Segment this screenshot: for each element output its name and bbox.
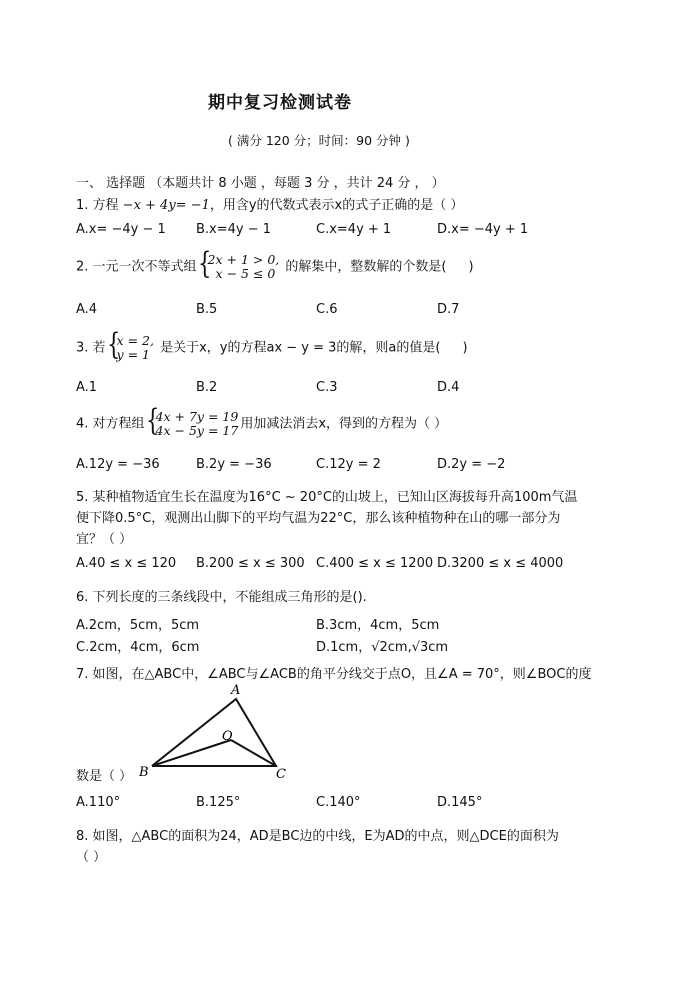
q4-option-c[interactable]: C.12y = 2 — [316, 457, 381, 472]
q3-system-row-1: { x = 2, — [116, 333, 154, 348]
vertex-label-c: C — [276, 767, 286, 782]
page-subtitle: ( 满分 120 分；时间：90 分钟 ) — [228, 133, 410, 148]
q2-option-d[interactable]: D.7 — [437, 302, 460, 317]
question-6-stem: 6. 下列长度的三条线段中，不能组成三角形的是(). — [76, 590, 367, 605]
q3-option-c[interactable]: C.3 — [316, 380, 338, 395]
question-8-line-2: （ ） — [76, 850, 107, 865]
point-label-o: O — [222, 729, 233, 744]
q3-option-b[interactable]: B.2 — [196, 380, 218, 395]
q4-option-b[interactable]: B.2y = −36 — [196, 457, 272, 472]
q2-system-row-1: { 2x + 1 > 0, — [207, 252, 280, 267]
q6-option-b[interactable]: B.3cm，4cm，5cm — [316, 618, 440, 633]
q1-option-c[interactable]: C.x=4y + 1 — [316, 222, 392, 237]
q1-option-d[interactable]: D.x= −4y + 1 — [437, 222, 529, 237]
q4-stem-suffix: 用加减法消去x，得到的方程为（ ） — [240, 416, 448, 432]
q6-option-a[interactable]: A.2cm，5cm，5cm — [76, 618, 200, 633]
q6-option-d[interactable]: D.1cm，√2cm,√3cm — [316, 640, 449, 655]
q2-option-c[interactable]: C.6 — [316, 302, 338, 317]
question-5-line-1: 5. 某种植物适宜生长在温度为16°C ~ 20°C的山坡上，已知山区海拔每升高100m气温 — [76, 490, 578, 505]
question-5-line-3: 宜？（ ） — [76, 532, 133, 547]
q2-option-b[interactable]: B.5 — [196, 302, 218, 317]
q1-equation: −x + 4y= −1 — [122, 198, 210, 213]
q3-option-a[interactable]: A.1 — [76, 380, 98, 395]
q3-stem-close: ) — [462, 340, 468, 356]
q1-option-a[interactable]: A.x= −4y − 1 — [76, 222, 166, 237]
question-2-stem — [76, 253, 474, 281]
question-3-stem — [76, 334, 468, 362]
q3-option-d[interactable]: D.4 — [437, 380, 460, 395]
vertex-label-b: B — [139, 765, 149, 780]
q2-system-row-2: x − 5 ≤ 0 — [215, 266, 276, 281]
q2-stem-close: ) — [468, 259, 474, 275]
q4-system-row-1: { 4x + 7y = 19 — [155, 409, 239, 424]
q3-stem-suffix: 是关于x，y的方程ax − y = 3的解，则a的值是( — [155, 340, 441, 356]
q5-option-b[interactable]: B.200 ≤ x ≤ 300 — [196, 556, 305, 571]
bisector-bo — [152, 740, 231, 766]
q7-option-a[interactable]: A.110° — [76, 795, 121, 810]
q5-option-a[interactable]: A.40 ≤ x ≤ 120 — [76, 556, 177, 571]
question-4-stem — [76, 410, 447, 438]
q7-option-c[interactable]: C.140° — [316, 795, 361, 810]
question-5-line-2: 便下降0.5°C，观测出山脚下的平均气温为22°C，那么该种植物种在山的哪一部分为 — [76, 511, 561, 526]
question-7-line-1: 7. 如图，在△ABC中，∠ABC与∠ACB的角平分线交于点O，且∠A = 70°，则∠BOC的度 — [76, 667, 592, 682]
q2-stem-suffix: 的解集中，整数解的个数是( — [281, 259, 447, 275]
q3-system-row-2: y = 1 — [116, 347, 150, 362]
q2-inequality-system — [199, 253, 280, 281]
question-1-stem — [76, 194, 463, 213]
q7-option-b[interactable]: B.125° — [196, 795, 241, 810]
q4-option-a[interactable]: A.12y = −36 — [76, 457, 160, 472]
q5-option-c[interactable]: C.400 ≤ x ≤ 1200 — [316, 556, 434, 571]
q6-option-c[interactable]: C.2cm，4cm，6cm — [76, 640, 200, 655]
q1-stem-prefix: 1. 方程 — [76, 198, 123, 213]
q4-equation-system — [147, 410, 239, 438]
vertex-label-a: A — [231, 683, 241, 698]
page-title: 期中复习检测试卷 — [208, 93, 352, 113]
q1-stem-suffix: ，用含y的代数式表示x的式子正确的是（ ） — [209, 198, 464, 213]
section-heading: 一、 选择题 （本题共计 8 小题 ，每题 3 分 ，共计 24 分 ， ） — [76, 176, 445, 191]
q1-option-b[interactable]: B.x=4y − 1 — [196, 222, 272, 237]
q2-stem-prefix: 2. 一元一次不等式组 — [76, 259, 197, 275]
q2-option-a[interactable]: A.4 — [76, 302, 98, 317]
q4-system-row-2: 4x − 5y = 17 — [155, 423, 239, 438]
triangle-figure — [130, 678, 300, 788]
question-7-line-2: 数是（ ） — [76, 769, 133, 784]
q4-stem-prefix: 4. 对方程组 — [76, 416, 145, 432]
q3-solution-system — [108, 334, 154, 362]
q4-option-d[interactable]: D.2y = −2 — [437, 457, 506, 472]
question-8-line-1: 8. 如图，△ABC的面积为24，AD是BC边的中线，E为AD的中点，则△DCE的面积为 — [76, 829, 559, 844]
q5-option-d[interactable]: D.3200 ≤ x ≤ 4000 — [437, 556, 564, 571]
q7-option-d[interactable]: D.145° — [437, 795, 483, 810]
q3-stem-prefix: 3. 若 — [76, 340, 106, 356]
